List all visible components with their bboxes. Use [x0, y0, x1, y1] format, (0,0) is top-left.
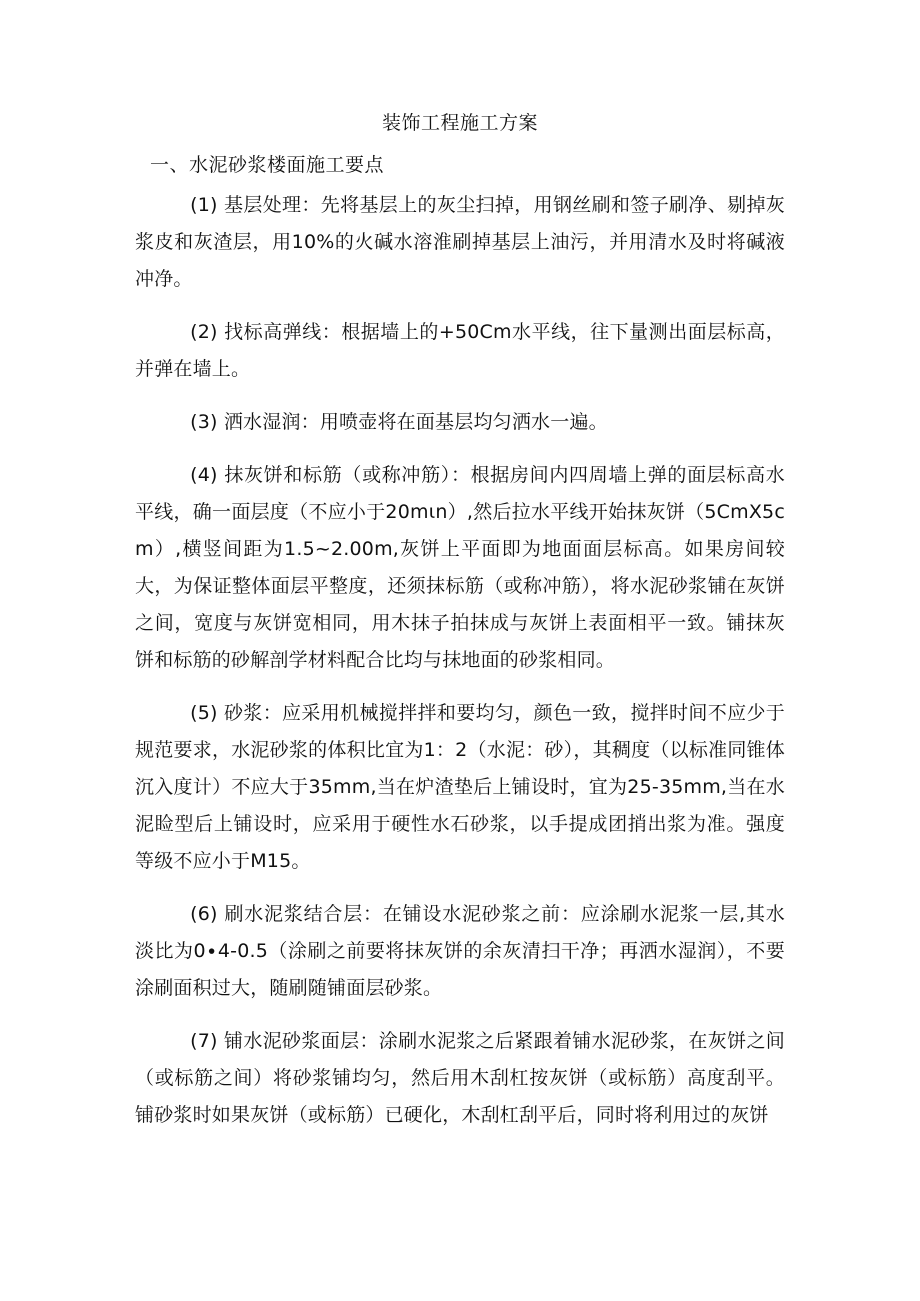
paragraph-2: (2) 找标高弹线：根据墙上的+50Cm水平线，往下量测出面层标高，并弹在墙上。 — [135, 321, 785, 380]
paragraph-3: (3) 洒水湿润：用喷壶将在面基层均匀洒水一遍。 — [190, 411, 608, 433]
paragraph-5: (5) 砂浆：应采用机械搅拌拌和要均匀，颜色一致，搅拌时间不应少于规范要求，水泥砂浆的体积比宜为1：2（水泥：砂），其稠度（以标准同锥体沉入度计）不应大于35mm,当在炉渣垫后上铺设时，宜为25-35mm,当在水泥睑型后上铺设时，应采用于硬性水石砂浆，以手提成团捎出浆为准。强度等级不应小于M15。 — [135, 702, 785, 872]
paragraph-6: (6) 刷水泥浆结合层：在铺设水泥砂浆之前：应涂刷水泥浆一层,其水淡比为0∙4-0.5（涂刷之前要将抹灰饼的余灰清扫干净；再洒水湿润），不要涂刷面积过大，随刷随铺面层砂浆。 — [135, 903, 785, 999]
paragraph-1: (1) 基层处理：先将基层上的灰尘扫掉，用钢丝刷和签子刷净、剔掉灰浆皮和灰渣层，用10%的火碱水溶淮刷掉基层上油污，并用清水及时将碱液冲净。 — [135, 194, 785, 290]
section-heading: 一、水泥砂浆楼面施工要点 — [150, 154, 385, 176]
paragraph-7: (7) 铺水泥砂浆面层：涂刷水泥浆之后紧跟着铺水泥砂浆，在灰饼之间（或标筋之间）将砂浆铺均匀，然后用木刮杠按灰饼（或标筋）高度刮平。铺砂浆时如果灰饼（或标筋）已硬化，木刮杠刮平后，同时将利用过的灰饼 — [135, 1030, 785, 1126]
paragraph-4: (4) 抹灰饼和标筋（或称冲筋）：根据房间内四周墙上弹的面层标高水平线，确一面层度（不应小于20mιn）,然后拉水平线开始抹灰饼（5CmX5cm）,横竖间距为1.5~2.00m,灰饼上平面即为地面面层标高。如果房间较大，为保证整体面层平整度，还须抹标筋（或称冲筋），将水泥砂浆铺在灰饼之间，宽度与灰饼宽相同，用木抹子拍抹成与灰饼上表面相平一致。铺抹灰饼和标筋的砂解剖学材料配合比均与抹地面的砂浆相同。 — [135, 464, 785, 671]
document-body — [135, 187, 785, 1150]
document-title: 装饰工程施工方案 — [381, 112, 538, 134]
